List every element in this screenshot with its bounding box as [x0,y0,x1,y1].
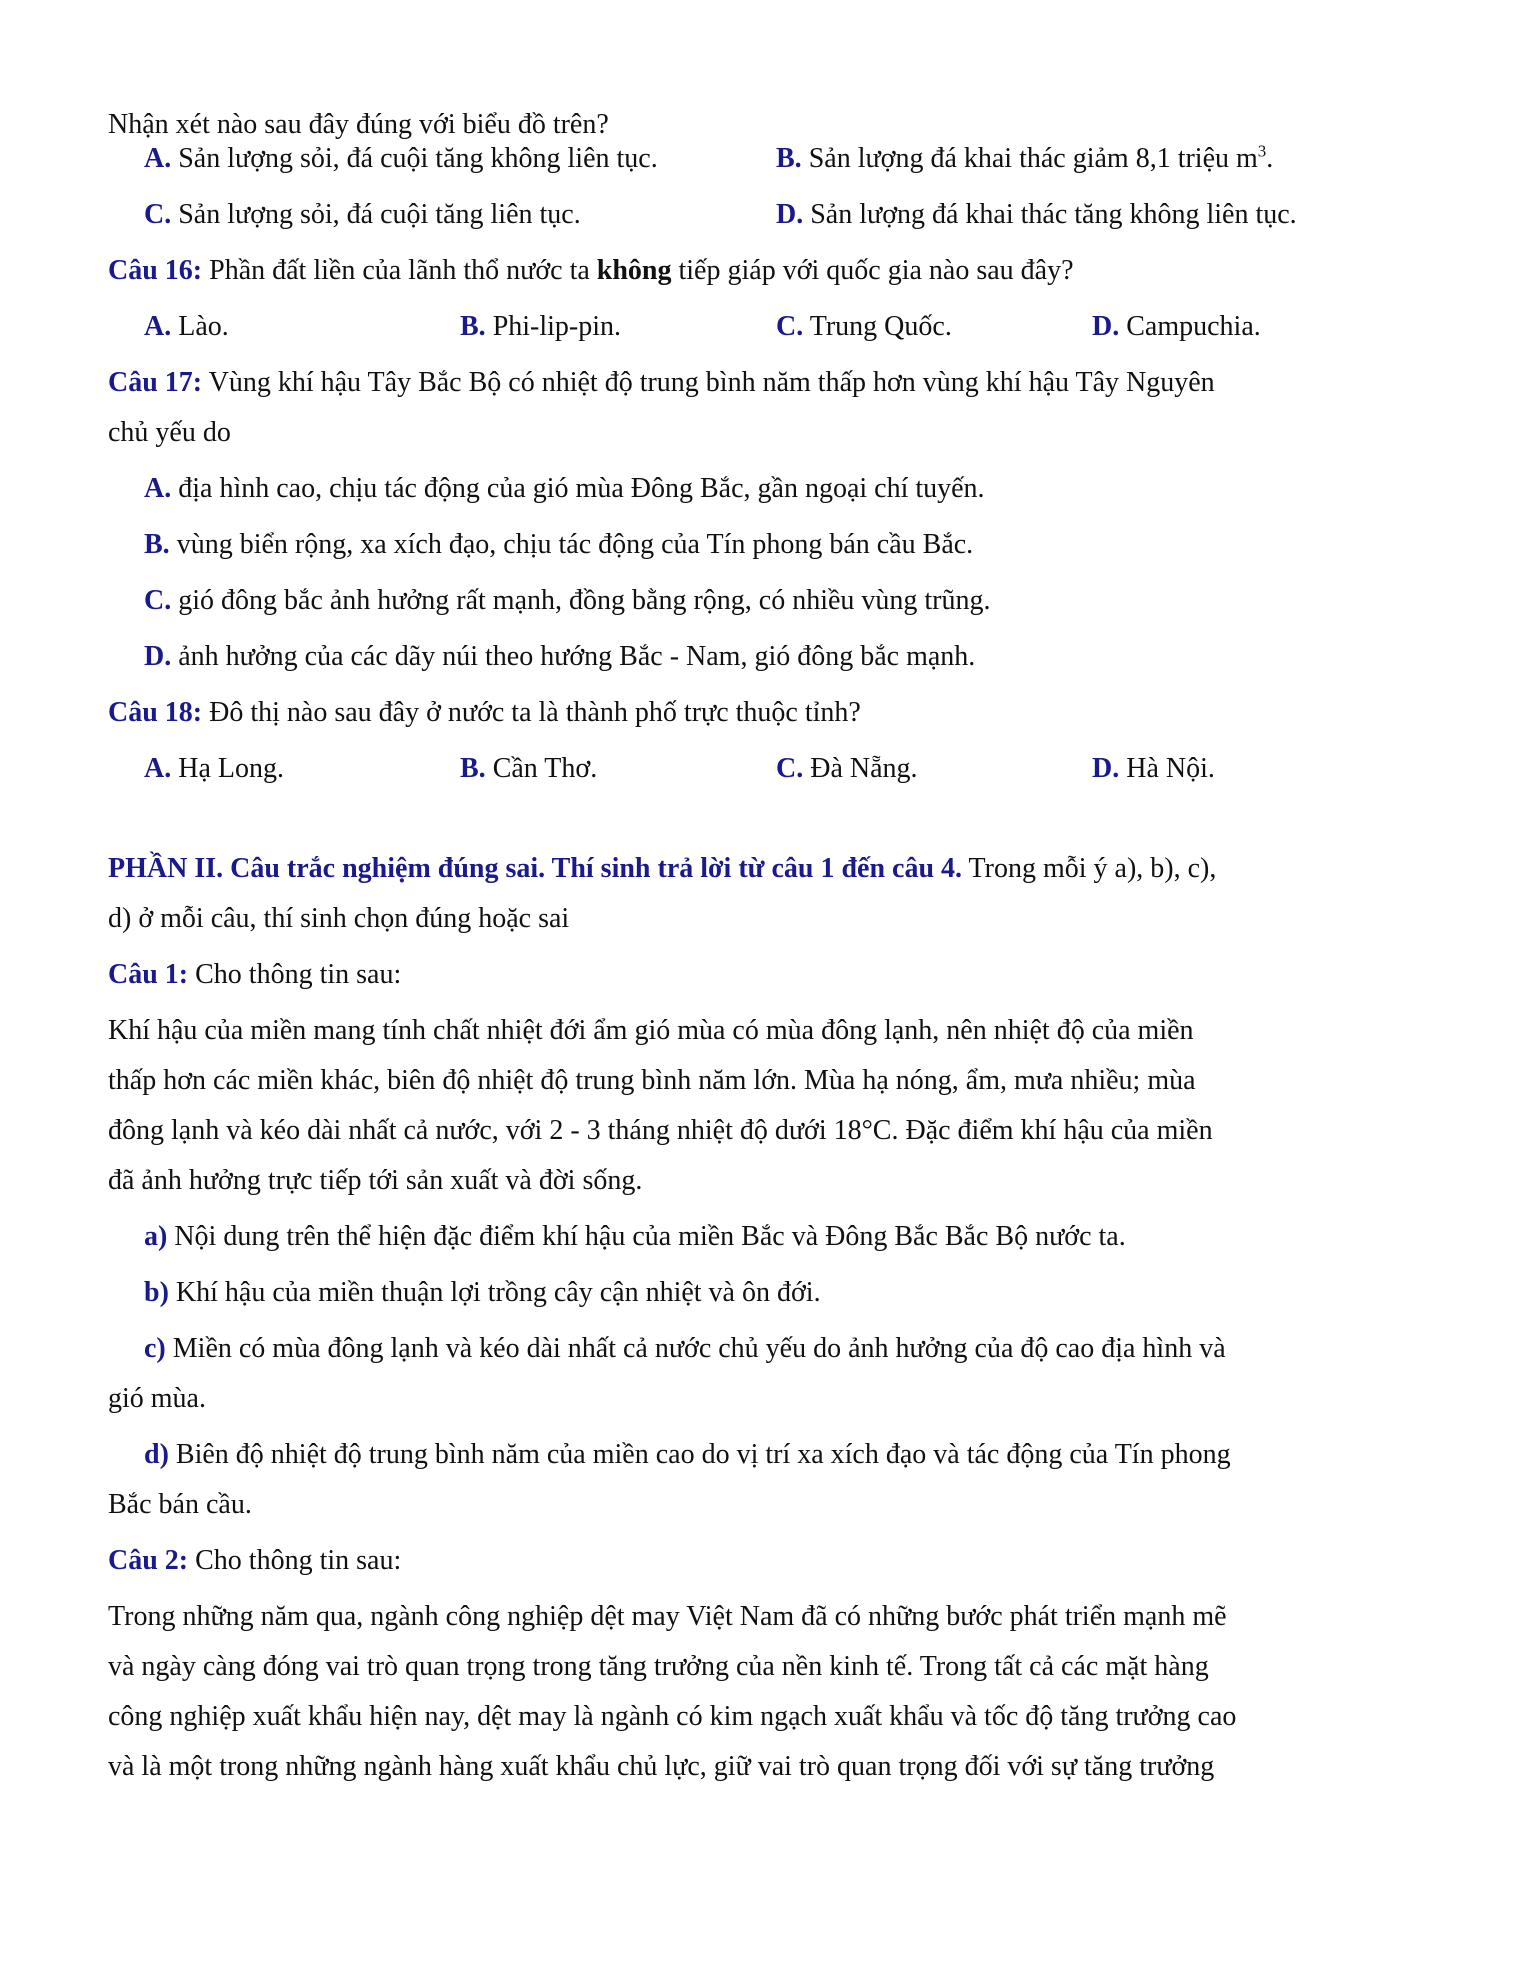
option-label: A. [144,473,172,504]
statement-d-cont: Bắc bán cầu. [108,1489,252,1520]
option-punct: . [1266,143,1274,174]
option-label: D. [1092,311,1120,342]
option-label: C. [144,199,172,230]
question-17 [108,358,1215,408]
part-heading-bold: PHẦN II. Câu trắc nghiệm đúng sai. Thí sinh trả lời từ câu 1 đến câu 4. [108,853,963,884]
part-heading-text: d) ở mỗi câu, thí sinh chọn đúng hoặc sai [108,903,570,934]
question-label: Câu 2: [108,1545,189,1576]
question-label: Câu 1: [108,959,189,990]
option-label: A. [144,143,172,174]
option-b [460,744,597,794]
option-text: Campuchia. [1119,311,1261,342]
superscript: 3 [1257,141,1267,161]
statement-label: d) [144,1439,169,1470]
question-18 [108,688,861,738]
option-d [1092,302,1261,352]
option-label: C. [776,311,804,342]
option-text: Hạ Long. [171,753,284,784]
passage-line: đông lạnh và kéo dài nhất cả nước, với 2 - 3 tháng nhiệt độ dưới 18°C. Đặc điểm khí hậu của miền [108,1115,1213,1146]
option-c [776,744,918,794]
part2-question-1 [108,950,401,1000]
statement-a [144,1212,1126,1262]
question-text: Đô thị nào sau đây ở nước ta là thành phố trực thuộc tỉnh? [202,697,861,728]
statement-text: Biên độ nhiệt độ trung bình năm của miền cao do vị trí xa xích đạo và tác động của Tín phong [168,1439,1231,1470]
question-17-cont [108,408,231,458]
question-text: chủ yếu do [108,417,231,448]
option-label: B. [460,753,486,784]
option-text: Sản lượng đá khai thác tăng không liên tục. [810,199,1297,230]
question-emphasis: không [596,255,672,286]
option-c [776,302,952,352]
option-d [1092,744,1215,794]
passage-line: Trong những năm qua, ngành công nghiệp dệt may Việt Nam đã có những bước phát triển mạnh mẽ [108,1601,1227,1632]
passage-line: công nghiệp xuất khẩu hiện nay, dệt may là ngành có kim ngạch xuất khẩu và tốc độ tăng trưởng cao [108,1701,1237,1732]
option-text: Cần Thơ. [485,753,598,784]
statement-d [144,1430,1231,1480]
option-label: A. [144,311,172,342]
option-text: Lào. [171,311,229,342]
option-text: gió đông bắc ảnh hưởng rất mạnh, đồng bằng rộng, có nhiều vùng trũng. [171,585,991,616]
option-text: Hà Nội. [1119,753,1215,784]
passage-line: đã ảnh hưởng trực tiếp tới sản xuất và đời sống. [108,1165,643,1196]
option-label: A. [144,753,172,784]
option-d [776,190,1297,240]
option-label: B. [460,311,486,342]
passage-line: và là một trong những ngành hàng xuất khẩu chủ lực, giữ vai trò quan trọng đối với sự tăng trưởng [108,1751,1215,1782]
option-label: C. [776,753,804,784]
option-text: Sản lượng sỏi, đá cuội tăng liên tục. [178,199,581,230]
option-label: B. [144,529,170,560]
option-a [144,744,284,794]
option-label: B. [776,143,802,174]
option-b [460,302,621,352]
statement-c-cont: gió mùa. [108,1383,206,1414]
option-text: Sản lượng sỏi, đá cuội tăng không liên tục. [178,143,658,174]
question-text: Cho thông tin sau: [188,959,402,990]
option-label: D. [776,199,804,230]
option-c [144,576,991,626]
passage-line: Khí hậu của miền mang tính chất nhiệt đới ẩm gió mùa có mùa đông lạnh, nên nhiệt độ của miền [108,1015,1194,1046]
option-text: Phi-lip-pin. [485,311,622,342]
option-c [144,190,581,240]
question-text: Phần đất liền của lãnh thổ nước ta [202,255,597,286]
option-a [144,302,229,352]
question-text: Cho thông tin sau: [188,1545,402,1576]
part-heading [108,844,1216,894]
statement-c [144,1324,1226,1374]
question-label: Câu 18: [108,697,203,728]
part-heading-cont [108,894,569,944]
option-text: Sản lượng đá khai thác giảm 8,1 triệu m [808,143,1258,174]
option-text: vùng biển rộng, xa xích đạo, chịu tác động của Tín phong bán cầu Bắc. [169,529,974,560]
option-text: ảnh hưởng của các dãy núi theo hướng Bắc - Nam, gió đông bắc mạnh. [171,641,976,672]
option-b [776,134,1273,184]
statement-label: c) [144,1333,166,1364]
option-label: C. [144,585,172,616]
option-a [144,464,985,514]
question-text: Vùng khí hậu Tây Bắc Bộ có nhiệt độ trung bình năm thấp hơn vùng khí hậu Tây Nguyên [202,367,1215,398]
part2-question-2 [108,1536,401,1586]
passage-line: và ngày càng đóng vai trò quan trọng trong tăng trưởng của nền kinh tế. Trong tất cả các mặt hàng [108,1651,1209,1682]
option-label: D. [144,641,172,672]
option-a [144,134,658,184]
option-text: địa hình cao, chịu tác động của gió mùa Đông Bắc, gần ngoại chí tuyến. [171,473,985,504]
option-b [144,520,973,570]
question-text: tiếp giáp với quốc gia nào sau đây? [671,255,1074,286]
question-label: Câu 17: [108,367,203,398]
statement-label: a) [144,1221,168,1252]
passage-line: thấp hơn các miền khác, biên độ nhiệt độ trung bình năm lớn. Mùa hạ nóng, ẩm, mưa nhiều; mùa [108,1065,1196,1096]
part-heading-text: Trong mỗi ý a), b), c), [962,853,1217,884]
statement-text: Miền có mùa đông lạnh và kéo dài nhất cả nước chủ yếu do ảnh hưởng của độ cao địa hình và [165,1333,1226,1364]
option-d [144,632,975,682]
prompt-text: Nhận xét nào sau đây đúng với biểu đồ trên? [108,109,609,140]
question-16 [108,246,1074,296]
question-label: Câu 16: [108,255,203,286]
statement-b [144,1268,821,1318]
statement-text: Nội dung trên thể hiện đặc điểm khí hậu của miền Bắc và Đông Bắc Bắc Bộ nước ta. [167,1221,1126,1252]
statement-text: Khí hậu của miền thuận lợi trồng cây cận nhiệt và ôn đới. [168,1277,821,1308]
statement-label: b) [144,1277,169,1308]
option-text: Trung Quốc. [803,311,952,342]
option-text: Đà Nẵng. [803,753,918,784]
option-label: D. [1092,753,1120,784]
